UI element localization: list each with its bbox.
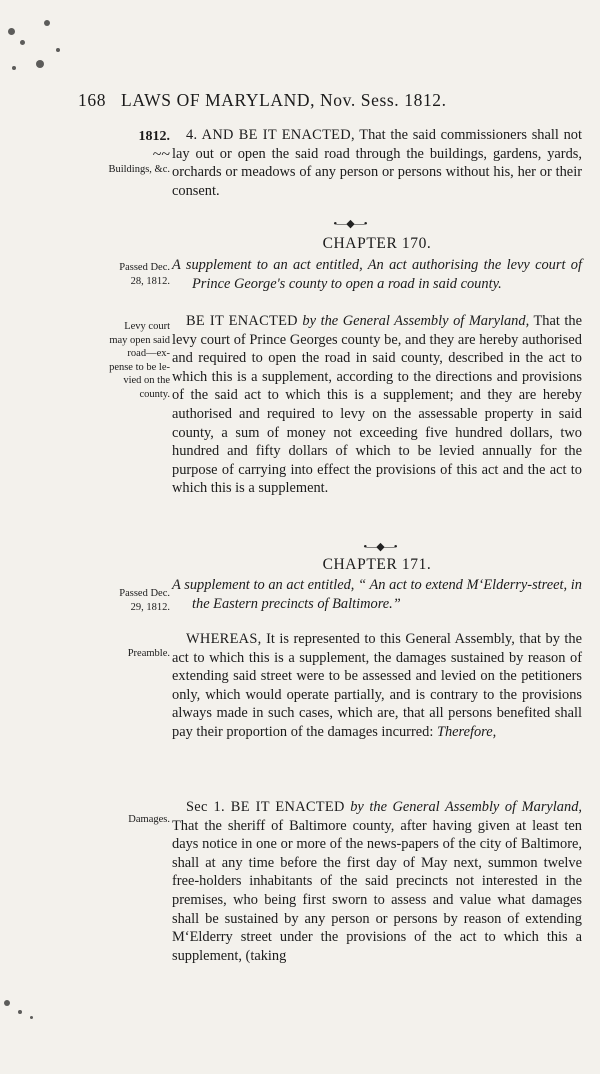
scan-speck xyxy=(8,28,15,35)
chapter-170-body xyxy=(172,312,582,498)
scan-speck xyxy=(12,66,16,70)
section-1-by: by the General Assembly of Maryland, xyxy=(344,799,582,815)
margin-note-passed-171: Passed Dec. 29, 1812. xyxy=(119,588,170,613)
section-1-lead: Sec 1. BE IT ENACTED xyxy=(186,799,345,815)
ornament-divider: •—◆—• xyxy=(333,218,367,230)
chapter-170-enact-lead: BE IT ENACTED xyxy=(186,313,298,329)
section-4-lead: 4. AND BE IT ENACTED, xyxy=(186,127,355,143)
ornament-divider: •—◆—• xyxy=(363,541,397,553)
chapter-170-title: A supplement to an act entitled, An act authorising the levy court of Prince George's county to open a road in said county. xyxy=(172,257,582,292)
scan-speck xyxy=(20,40,25,45)
margin-year: 1812. xyxy=(138,129,170,144)
running-header xyxy=(78,90,548,111)
chapter-170-heading: CHAPTER 170. xyxy=(322,235,432,252)
scan-speck xyxy=(44,20,50,26)
page-number: 168 xyxy=(78,90,107,110)
section-1-text: That the sheriff of Baltimore county, after having given at least ten days notice in one or more of the news-papers of the city of Baltimore, shall at any time before the first day of May next, summon twelve free-holders inhabitants of the said precincts not interested in the premises, who being first sworn to assess and value what damages shall be sustained by any person or persons by reason of extending M‘Elderry street under the provisions of the act to which this a supplement, (taking xyxy=(172,817,582,964)
margin-note-levy-court: Levy court may open said road—ex- pense to be le- vied on the county. xyxy=(109,321,170,400)
chapter-171-preamble xyxy=(172,630,582,742)
whereas-lead: WHEREAS, xyxy=(186,631,262,647)
margin-note-passed-170: Passed Dec. 28, 1812. xyxy=(119,262,170,287)
margin-note-buildings: Buildings, &c. xyxy=(108,164,170,175)
whereas-text: It is represented to this General Assembly, that by the act to which this is a supplement, the damages sustained by reason of extending said street were to be assessed and levied on the petitioners only, which would operate partially, and is contrary to the provisions always made in such cases, which are, that all persons benefited shall pay their proportion of the damages incurred: xyxy=(172,631,582,740)
chapter-170-enact-by: by the General Assembly of Maryland, xyxy=(297,313,530,329)
running-title: LAWS OF MARYLAND, Nov. Sess. 1812. xyxy=(121,90,447,110)
margin-note-preamble: Preamble. xyxy=(127,648,170,659)
chapter-170-text: That the levy court of Prince Georges county be, and they are hereby authorised and required to open the road in said county, described in the act to which this is a supplement, according to the directions and provisions of the said act to which this is a supplement; and they are hereby authorised and required to levy on the assessable property in said county, a sum of money not exceeding five hundred dollars, two hundred and fifty dollars of which to be levied annually for the purpose of carrying into effect the provisions of this act and the act to which this is a supplement. xyxy=(172,313,582,497)
therefore-word: Therefore, xyxy=(433,723,497,740)
chapter-171-title: A supplement to an act entitled, “ An act to extend M‘Elderry-street, in the Eastern precincts of Baltimore.” xyxy=(172,577,582,612)
scan-speck xyxy=(30,1016,33,1019)
scan-speck xyxy=(56,48,60,52)
chapter-171-section-1 xyxy=(172,798,582,965)
margin-swash: ~~ xyxy=(152,146,170,163)
section-4 xyxy=(172,126,582,200)
margin-note-damages: Damages. xyxy=(128,814,170,825)
scan-speck xyxy=(18,1010,22,1014)
section-4-text: That the said commissioners shall not lay out or open the said road through the buildings, gardens, yards, orchards or meadows of any person or persons without his, her or their consent. xyxy=(172,127,582,199)
scan-speck xyxy=(4,1000,10,1006)
scan-speck xyxy=(36,60,44,68)
chapter-171-heading: CHAPTER 171. xyxy=(322,556,432,573)
